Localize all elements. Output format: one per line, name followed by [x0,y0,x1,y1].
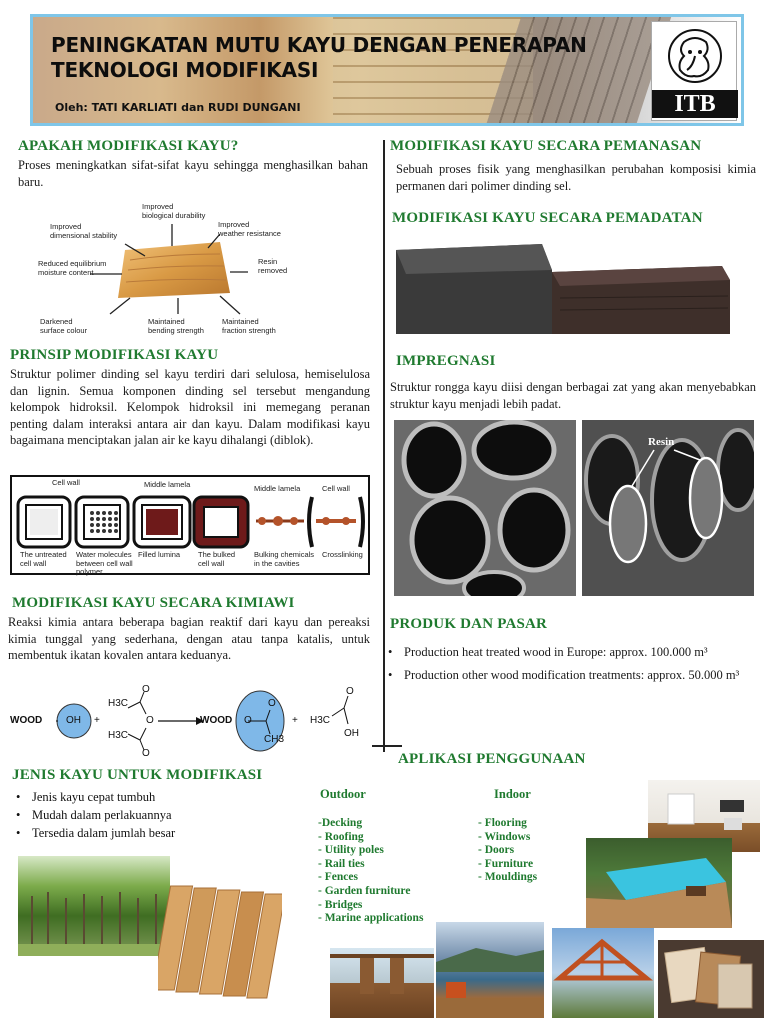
prinsip-text: Struktur polimer dinding sel kayu terdiri dari selulosa, hemiselulosa dan lignin. Semua komponen dinding sel tersebut mengandung kelompok hidroksil. Kelompok hidroksil ini memegang peranan penting dalam interaksi antara air dan kayu. Dalam modifikasi kayu bagaimana menciptakan jalan air ke kayu dihalangi (diblok). [10,367,370,447]
wood-samples-photo [658,940,764,1018]
kimiawi-text: Reaksi kimia antara beberapa bagian reaktif dari kayu dan pereaksi kimia tunggal yang sederhana, dengan atau tanpa katalis, untuk membentuk ikatan kovalen antara keduanya. [8,615,370,662]
densified-wood-blocks-image [392,240,754,338]
indoor-title: Indoor [494,787,531,801]
outdoor-item: - Bridges [318,898,363,911]
eq-o-ring: O [244,715,252,726]
caption-filled-lumina: Filled lumina [138,550,181,559]
roof-frame-image [552,928,654,1018]
interior-window-photo [330,948,434,1018]
label-weather-resistance: Improved weather resistance [218,220,281,238]
eq-oh-product: OH [344,728,359,739]
eq-ch3: CH3 [264,734,285,745]
eq-plus-2: + [292,715,298,726]
reaction-equation [8,684,374,760]
outdoor-title: Outdoor [320,787,366,801]
produk-item: • Production other wood modification treatments: approx. 50.000 m³ [386,667,752,684]
poster-title [51,33,587,83]
column-divider [383,140,385,752]
produk-list [386,644,752,683]
caption-bulked-wall: The bulked cell wall [198,550,236,568]
header-banner [30,14,744,126]
outdoor-item: - Roofing [318,830,364,843]
outdoor-item: - Marine applications [318,912,424,925]
kimiawi-heading: MODIFIKASI KAYU SECARA KIMIAWI [12,595,295,611]
eq-h3c-product: H3C [310,715,331,726]
apakah-text: Proses meningkatkan sifat-sifat kayu sehingga menghasilkan bahan baru. [18,158,368,189]
ganesha-icon [666,28,724,90]
densified-wood-photo [392,240,754,338]
pemanasan-heading: MODIFIKASI KAYU SECARA PEMANASAN [390,138,702,154]
title-line-1: PENINGKATAN MUTU KAYU DENGAN PENERAPAN [51,33,587,57]
caption-bulking-chemicals: Bulking chemicals in the cavities [254,550,315,568]
indoor-item: - Flooring [478,817,527,829]
label-bending-strength: Maintained bending strength [148,317,204,335]
title-line-2: TEKNOLOGI MODIFIKASI [51,58,319,82]
apakah-heading: APAKAH MODIFIKASI KAYU? [18,138,239,154]
itb-logo-text: ITB [652,90,738,118]
eq-wood-2: WOOD [200,715,233,726]
label-cell-wall-1: Cell wall [52,478,80,487]
outdoor-item: - Fences [318,871,358,884]
interior-window-image [330,948,434,1018]
authors: Oleh: TATI KARLIATI dan RUDI DUNGANI [55,101,301,114]
impregnasi-text: Struktur rongga kayu diisi dengan berbagai zat yang akan menyebabkan struktur kayu menjadi lebih padat. [390,380,756,411]
jenis-item: • Mudah dalam perlakuannya [14,806,314,824]
jenis-item: • Jenis kayu cepat tumbuh [14,788,314,806]
prinsip-heading: PRINSIP MODIFIKASI KAYU [10,347,219,363]
pool-deck-photo [586,838,732,928]
outdoor-item: - Utility poles [318,844,384,857]
jenis-list [14,788,314,842]
section-divider [372,745,402,747]
outdoor-item: - Rail ties [318,857,365,870]
wood-planks-image [158,878,282,1004]
itb-logo [651,21,737,121]
label-cell-wall-2: Cell wall [322,484,350,493]
label-middle-lamela-2: Middle lamela [254,484,301,493]
eq-o-product: O [346,686,354,697]
eq-oh: OH [66,715,81,726]
sem-wood-cells-image [394,420,576,596]
eq-plus-1: + [94,715,100,726]
pool-deck-image [586,838,732,928]
cell-wall-diagram [10,475,370,575]
outdoor-item: -Decking [318,817,363,829]
properties-diagram [30,198,370,338]
caption-water-molecules: Water molecules between cell wall polymer [76,550,133,576]
eq-o-top: O [142,684,150,695]
roof-frame-photo [552,928,654,1018]
produk-heading: PRODUK DAN PASAR [390,616,548,632]
pemadatan-heading: MODIFIKASI KAYU SECARA PEMADATAN [392,210,703,226]
eq-o-ring-top: O [268,698,276,709]
indoor-item: - Doors [478,844,515,857]
eq-o-mid: O [146,715,154,726]
label-resin-removed: Resin removed [258,257,288,275]
wood-planks-photo [158,878,282,1004]
indoor-item: - Furniture [478,857,534,870]
produk-item: • Production heat treated wood in Europe: approx. 100.000 m³ [386,644,752,661]
forest-photo [18,856,170,956]
indoor-item: - Mouldings [478,871,538,884]
caption-crosslinking: Crosslinking [322,550,363,559]
label-darkened-colour: Darkened surface colour [40,317,88,335]
eq-h3c-top: H3C [108,698,129,709]
resin-label: Resin [648,436,675,448]
aplikasi-heading: APLIKASI PENGGUNAAN [398,751,586,767]
jenis-item: • Tersedia dalam jumlah besar [14,824,314,842]
pemanasan-text: Sebuah proses fisik yang menghasilkan perubahan komposisi kimia permanen dari polimer dinding sel. [396,162,756,193]
label-dimensional-stability: Improved dimensional stability [50,222,118,240]
eq-o-bottom: O [142,748,150,759]
label-moisture-content: Reduced equilibrium moisture content [38,259,107,277]
eq-wood-1: WOOD [10,715,43,726]
indoor-list [478,817,588,885]
label-fraction-strength: Maintained fraction strength [222,317,276,335]
jenis-heading: JENIS KAYU UNTUK MODIFIKASI [12,767,263,783]
sem-image-left [394,420,576,596]
forest-trees-image [18,856,170,956]
wood-samples-image [658,940,764,1018]
label-biological-durability: Improved biological durability [142,202,206,220]
impregnasi-heading: IMPREGNASI [396,353,496,369]
lake-dock-photo [436,922,544,1018]
indoor-item: - Windows [478,830,531,843]
outdoor-item: - Garden furniture [318,884,411,897]
label-middle-lamela-1: Middle lamela [144,480,191,489]
caption-untreated: The untreated cell wall [20,550,67,568]
outdoor-list [318,817,438,926]
sem-image-right [582,420,754,596]
lake-dock-image [436,922,544,1018]
eq-h3c-bottom: H3C [108,730,129,741]
